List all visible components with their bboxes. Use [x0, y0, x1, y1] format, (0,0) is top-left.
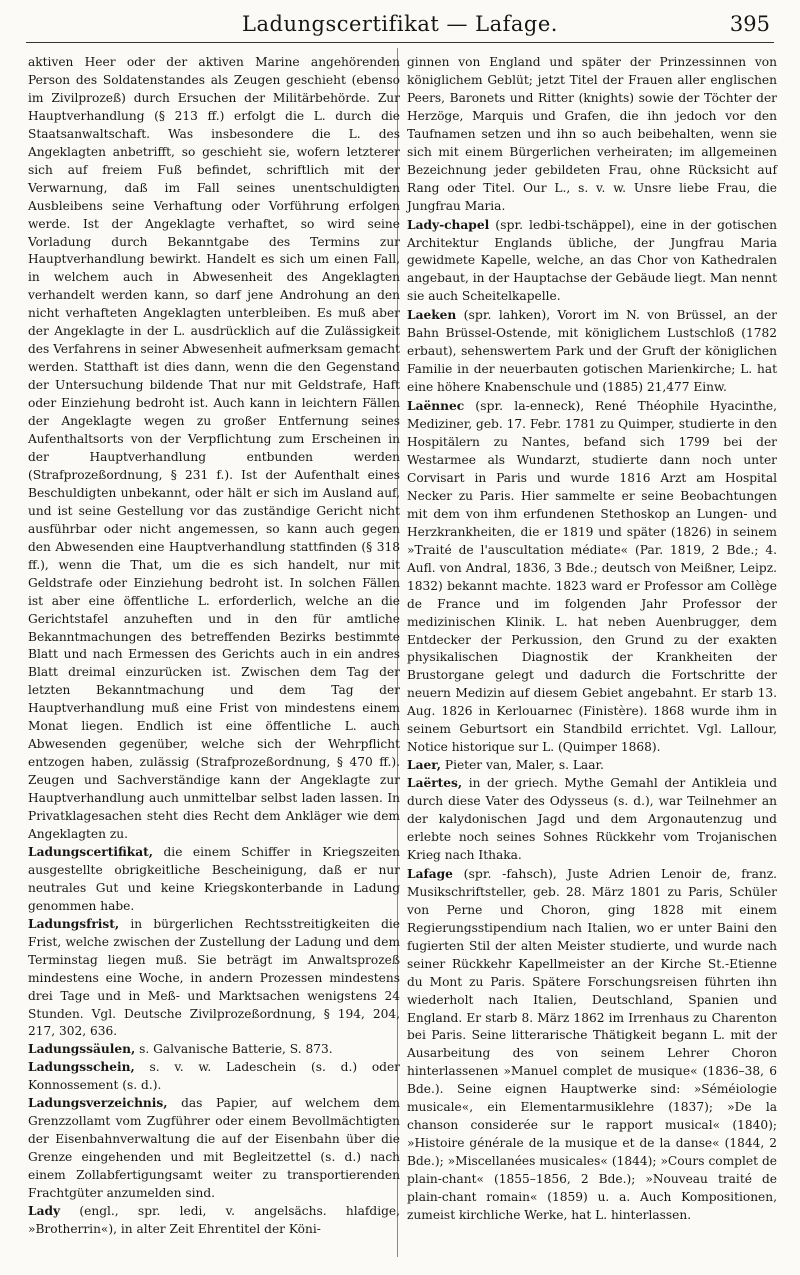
entry-headword: Ladungscertifikat,: [28, 844, 154, 859]
left-column: [28, 54, 400, 1239]
entry-headword: Ladungsverzeichnis,: [28, 1096, 168, 1111]
entry-headword: Laeken: [407, 308, 457, 323]
entry-headword: Lady: [28, 1204, 61, 1218]
dictionary-entry: [407, 865, 777, 1225]
entry-text: s. Galvanische Batterie, S. 873.: [135, 1042, 333, 1057]
continuation-text: aktiven Heer oder der aktiven Marine angehörenden Person des Soldatenstandes als Zeugen geschieht (ebenso im Zivilprozeß) durch Ersuchen der Militärbehörde. Zur Hauptverhandlung (§ 213 ff.) erfolgt die L. durch die Staatsanwaltschaft. Was insbesondere die L. des Angeklagten anbetrifft, so geschieht sie, wofern letzterer sich auf freiem Fuß befindet, schriftlich mit der Verwarnung, daß im Fall seines unentschuldigten Ausbleibens seine Verhaftung oder Vorführung erfolgen werde. Ist der Angeklagte verhaftet, so wird seine Vorladung durch Bekanntgabe des Termins zur Hauptverhandlung bewirkt. Handelt es sich um einen Fall, in welchem auch in Abwesenheit des Angeklagten verhandelt werden kann, so darf jene Androhung an den nicht verhafteten Angeklagten unterbleiben. Es muß aber der Angeklagte in der L. ausdrücklich auf die Zulässigkeit des Verfahrens in seiner Abwesenheit aufmerksam gemacht werden. Statthaft ist dies dann, wenn die den Gegenstand der Untersuchung bildende That nur mit Geldstrafe, Haft oder Einziehung bedroht ist. Auch kann in leichtern Fällen der Angeklagte wegen zu großer Entfernung seines Aufenthaltsorts von der Verpflichtung zum Erscheinen in der Hauptverhandlung entbunden werden (Strafprozeßordnung, § 231 f.). Ist der Aufenthalt eines Beschuldigten unbekannt, oder hält er sich im Ausland auf, und ist seine Gestellung vor das zuständige Gericht nicht ausführbar oder nicht angemessen, so kann auch gegen den Abwesenden eine Hauptverhandlung stattfinden (§ 318 ff.), wenn die That, um die es sich handelt, nur mit Geldstrafe oder Einziehung bedroht ist. In solchen Fällen ist aber eine öffentliche L. erforderlich, welche an die Gerichtstafel anzuheften und in den für amtliche Bekanntmachungen des betreffenden Bezirks bestimmte Blatt und nach Ermessen des Gerichts auch in ein andres Blatt dreimal einzurücken ist. Zwischen dem Tag der letzten Bekanntmachung und dem Tag der Hauptverhandlung muß eine Frist von mindestens einem Monat liegen. Endlich ist eine öffentliche L. auch Abwesenden gegenüber, welche sich der Wehrpflicht entzogen haben, zulässig (Strafprozeßordnung, § 470 ff.). Zeugen und Sachverständige kann der Angeklagte zur Hauptverhandlung auch unmittelbar selbst laden lassen. In Privatklagesachen steht dies Recht dem Ankläger wie dem Angeklagten zu.: [28, 55, 400, 841]
entry-headword: Lafage: [407, 866, 453, 881]
entry-text: s. v. w. Ladeschein (s. d.) oder Konnossement (s. d.).: [28, 1060, 400, 1093]
entry-headword: Ladungsfrist,: [28, 916, 120, 931]
dictionary-entry: [407, 757, 777, 775]
continuation-text: ginnen von England und später der Prinzessinnen von königlichem Geblüt; jetzt Titel der Frauen aller englischen Peers, Baronets und Ritter (knights) sowie der Töchter der Herzöge, Marquis und Grafen, die ihn jedoch vor den Taufnamen setzen und ihn so auch beibehalten, wenn sie sich mit einem Bürgerlichen verheiraten; im allgemeinen Bezeichnung jeder gebildeten Frau, ohne Rücksicht auf Rang oder Titel. Our L., s. v. w. Unsre liebe Frau, die Jungfrau Maria.: [407, 55, 777, 213]
pronunciation: (spr. -fahsch): [452, 865, 553, 881]
entry-text: die einem Schiffer in Kriegszeiten ausgestellte obrigkeitliche Bescheinigung, daß er nur neutrales Gut und keine Kriegskonterbande in Ladung genommen habe.: [28, 844, 400, 913]
entry-text: (engl., spr. ledi, v. angelsächs. hlafdige, »Brotherrin«), in alter Zeit Ehrentitel der Köni-: [28, 1204, 400, 1236]
running-title: Ladungscertifikat — Lafage.: [242, 12, 558, 36]
entry-text: in der griech. Mythe Gemahl der Antikleia und durch diese Vater des Odysseus (s. d.), war Teilnehmer an der kalydonischen Jagd und dem Argonautenzug und erlebte noch seines Sohnes Rückkehr vom Trojanischen Krieg nach Ithaka.: [407, 776, 777, 862]
dictionary-entry: [28, 1059, 400, 1095]
entry-text: in bürgerlichen Rechtsstreitigkeiten die Frist, welche zwischen der Zustellung der Ladung und dem Terminstag liegen muß. Sie beträgt im Anwaltsprozeß mindestens eine Woche, in andern Prozessen mindestens drei Tage und in Meß- und Marktsachen wenigstens 24 Stunden. Vgl. Deutsche Zivilprozeßordnung, § 194, 204, 217, 302, 636.: [28, 916, 400, 1039]
dictionary-entry: [28, 1095, 400, 1203]
entry-text: Pieter van, Maler, s. Laar.: [441, 758, 604, 773]
pronunciation: (spr. ledbi-tschäppel): [489, 216, 631, 232]
dictionary-entry: [28, 844, 400, 916]
entry-headword: Laer,: [407, 758, 441, 773]
entry-headword: Laërtes,: [407, 776, 463, 791]
dictionary-entry: [407, 397, 777, 757]
entry-headword: Ladungsschein,: [28, 1060, 135, 1075]
entry-headword: Lady-chapel: [407, 217, 490, 232]
dictionary-entry: [407, 775, 777, 865]
page-number: 395: [729, 12, 770, 36]
dictionary-entry: [407, 216, 777, 307]
entry-headword: Laënnec: [407, 399, 465, 414]
dictionary-entry: [28, 1203, 400, 1239]
pronunciation: (spr. lahken): [456, 307, 547, 323]
pronunciation: (spr. la-enneck): [464, 398, 581, 414]
entry-text: , eine in der gotischen Architektur Englands übliche, der Jungfrau Maria gewidmete Kapelle, welche, an das Chor von Kathedralen angebaut, in der Hauptachse der Gebäude liegt. Man nennt sie auch Scheitelkapelle.: [407, 217, 778, 304]
header-rule: [26, 42, 774, 43]
right-column: [407, 54, 777, 1225]
dictionary-entry: [407, 306, 777, 397]
page-header: [0, 0, 800, 48]
dictionary-entry: [28, 1041, 400, 1059]
entry-text: , René Théophile Hyacinthe, Mediziner, geb. 17. Febr. 1781 zu Quimper, studierte in den Hospitälern zu Nantes, befand sich 1799 bei der Westarmee als Wundarzt, studierte dann noch unter Corvisart in Paris und wurde 1816 Arzt am Hospital Necker zu Paris. Hier sammelte er seine Beobachtungen mit dem von ihm erfundenen Stethoskop an Lungen- und Herzkrankheiten, die er 1819 und später (1826) in seinem »Traité de l'auscultation médiate« (Par. 1819, 2 Bde.; 4. Aufl. von Andral, 1836, 3 Bde.; deutsch von Meißner, Leipz. 1832) bekannt machte. 1823 ward er Professor am Collège de France und im folgenden Jahr Professor der medizinischen Klinik. L. hat neben Auenbrugger, dem Entdecker der Perkussion, den Grund zu der exakten physikalischen Diagnostik der Krankheiten der Brustorgane gelegt und dadurch die Fortschritte der neuern Medizin auf diesem Gebiet angebahnt. Er starb 13. Aug. 1826 in Kerlouarnec (Finistère). 1868 wurde ihm in seinem Geburtsort ein Standbild errichtet. Vgl. Lallour, Notice historique sur L. (Quimper 1868).: [407, 399, 777, 755]
entry-text: , Vorort im N. von Brüssel, an der Bahn Brüssel-Ostende, mit königlichem Lustschloß (1782 erbaut), sehenswertem Park und der Gruft der königlichen Familie in der neuerbauten gotischen Marienkirche; L. hat eine höhere Knabenschule und (1885) 21,477 Einw.: [407, 308, 777, 395]
dictionary-entry: [28, 916, 400, 1042]
entry-text: , Juste Adrien Lenoir de, franz. Musikschriftsteller, geb. 28. März 1801 zu Paris, Schüler von Perne und Choron, ging 1828 mit einem Regierungsstipendium nach Italien, wo er unter Baini den fugierten Stil der alten Meister studierte, und wurde nach seiner Rückkehr Kapellmeister an der Kirche St.-Etienne du Mont zu Paris. Spätere Forschungsreisen führten ihn wiederholt nach Italien, Deutschland, Spanien und England. Er starb 8. März 1862 im Irrenhaus zu Charenton bei Paris. Seine litterarische Thätigkeit begann L. mit der Ausarbeitung des von seinem Lehrer Choron hinterlassenen »Manuel complet de musique« (1836–38, 6 Bde.). Seine eignen Hauptwerke sind: »Séméiologie musicale«, ein Elementarmusiklehre (1837); »De la chanson considerée sur le rapport musical« (1840); »Histoire générale de la musique et de la danse« (1844, 2 Bde.); »Miscellanées musicales« (1844); »Cours complet de plain-chant« (1855–1856, 2 Bde.); »Nouveau traité de plain-chant romain« (1859) u. a. Auch Kompositionen, zumeist kirchliche Werke, hat L. hinterlassen.: [407, 866, 777, 1222]
entry-text: das Papier, auf welchem dem Grenzzollamt vom Zugführer oder einem Bevollmächtigten der Eisenbahnverwaltung die auf der Eisenbahn über die Grenze eingehenden und mit Begleitzettel (s. d.) nach einem Zollabfertigungsamt weiter zu transportierenden Frachtgüter anzumelden sind.: [28, 1096, 400, 1201]
entry-headword: Ladungssäulen,: [28, 1042, 136, 1057]
